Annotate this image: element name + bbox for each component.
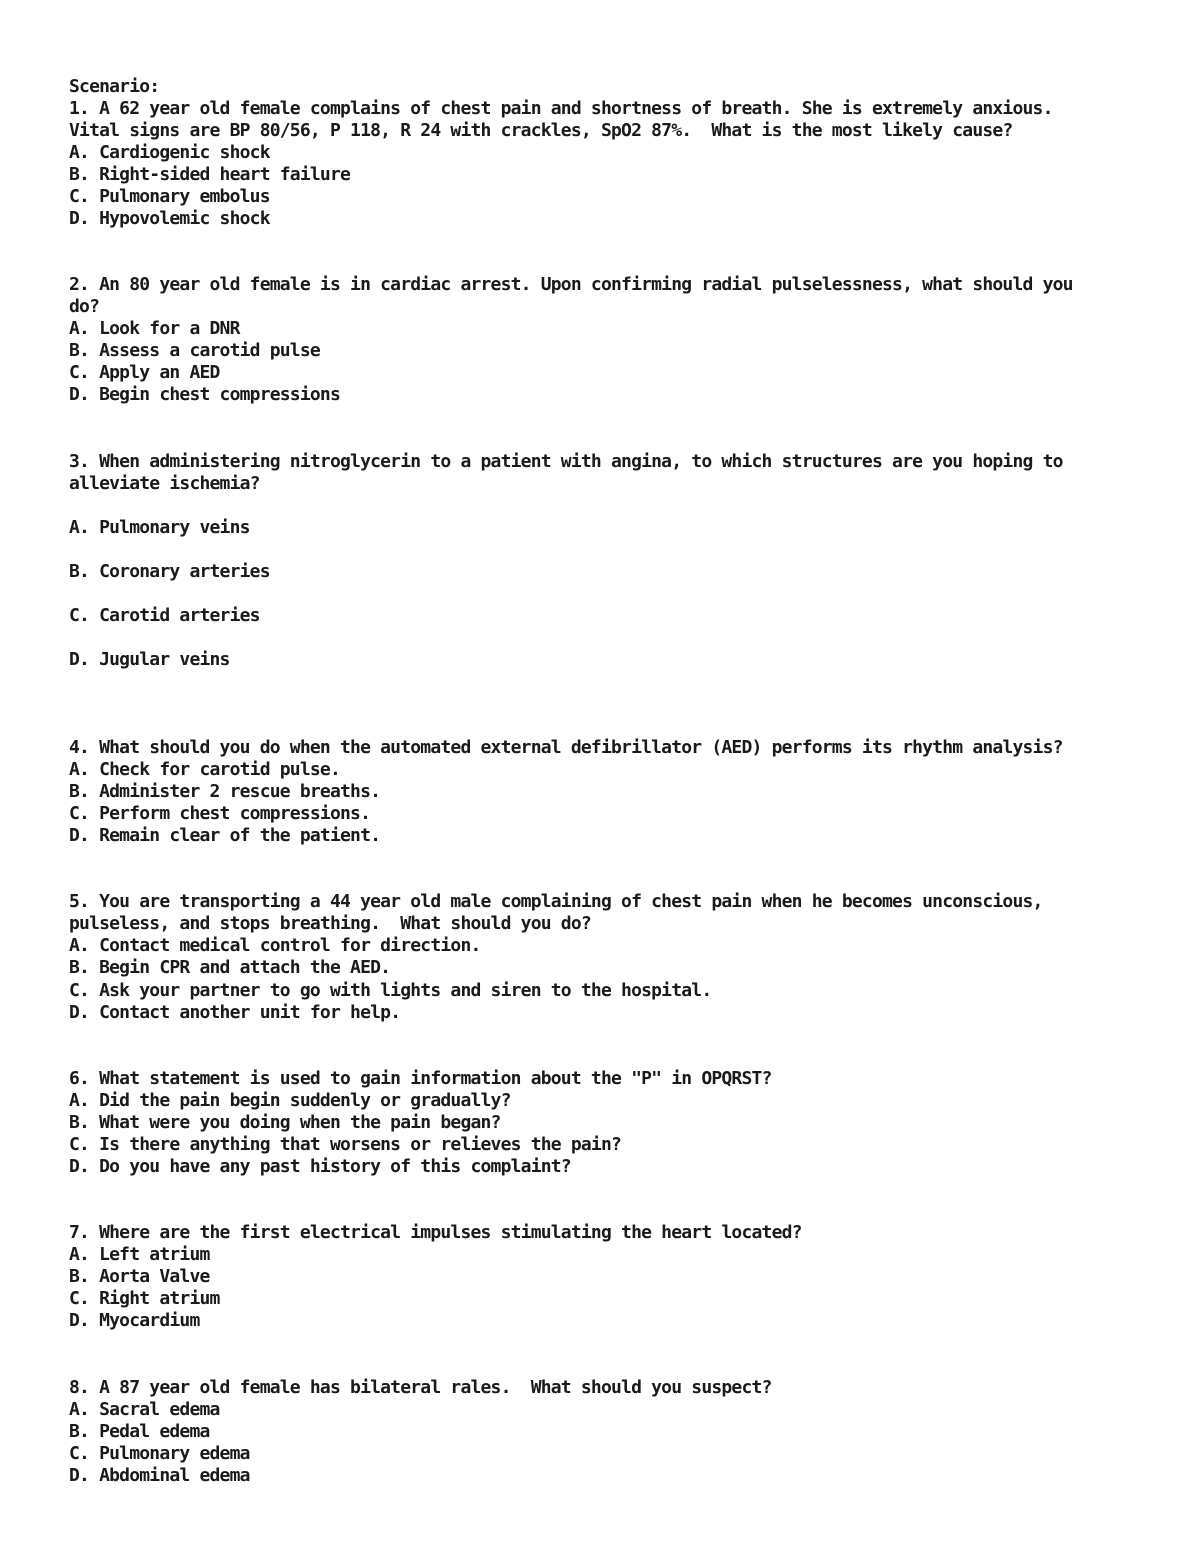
- question-7-option-a: A. Left atrium: [69, 1244, 210, 1265]
- question-3-option-d: D. Jugular veins: [69, 649, 230, 670]
- question-8-option-b: B. Pedal edema: [69, 1421, 210, 1442]
- question-5-stem-line-1: 5. You are transporting a 44 year old male complaining of chest pain when he becomes unconscious,: [69, 891, 1043, 912]
- question-1-option-b: B. Right-sided heart failure: [69, 164, 351, 185]
- question-1-option-d: D. Hypovolemic shock: [69, 208, 270, 229]
- question-6-option-c: C. Is there anything that worsens or relieves the pain?: [69, 1134, 622, 1155]
- question-4-stem-line-1: 4. What should you do when the automated external defibrillator (AED) performs its rhythm analysis?: [69, 737, 1063, 758]
- question-8-option-a: A. Sacral edema: [69, 1399, 220, 1420]
- question-8-option-c: C. Pulmonary edema: [69, 1443, 250, 1464]
- question-2-option-b: B. Assess a carotid pulse: [69, 340, 320, 361]
- question-3-stem-line-2: alleviate ischemia?: [69, 473, 260, 494]
- question-2-option-d: D. Begin chest compressions: [69, 384, 340, 405]
- question-7-option-b: B. Aorta Valve: [69, 1266, 210, 1287]
- question-4-option-d: D. Remain clear of the patient.: [69, 825, 381, 846]
- question-6-option-a: A. Did the pain begin suddenly or gradually?: [69, 1090, 511, 1111]
- question-2-option-c: C. Apply an AED: [69, 362, 220, 383]
- question-5-option-c: C. Ask your partner to go with lights and siren to the hospital.: [69, 980, 712, 1001]
- question-3-option-a: A. Pulmonary veins: [69, 517, 250, 538]
- question-1-stem-line-2: Vital signs are BP 80/56, P 118, R 24 with crackles, SpO2 87%. What is the most likely cause?: [69, 120, 1013, 141]
- question-6-option-b: B. What were you doing when the pain began?: [69, 1112, 501, 1133]
- question-3-option-b: B. Coronary arteries: [69, 561, 270, 582]
- question-6-stem-line-1: 6. What statement is used to gain information about the "P" in OPQRST?: [69, 1068, 772, 1089]
- question-7-stem-line-1: 7. Where are the first electrical impulses stimulating the heart located?: [69, 1222, 802, 1243]
- question-1-stem-line-1: 1. A 62 year old female complains of chest pain and shortness of breath. She is extremely anxious.: [69, 98, 1053, 119]
- question-4-option-a: A. Check for carotid pulse.: [69, 759, 340, 780]
- question-3-option-c: C. Carotid arteries: [69, 605, 260, 626]
- question-5-option-b: B. Begin CPR and attach the AED.: [69, 957, 391, 978]
- question-5-option-d: D. Contact another unit for help.: [69, 1002, 401, 1023]
- question-2-stem-line-2: do?: [69, 296, 100, 317]
- question-8-option-d: D. Abdominal edema: [69, 1465, 250, 1486]
- question-2-stem-line-1: 2. An 80 year old female is in cardiac arrest. Upon confirming radial pulselessness, what should you: [69, 274, 1073, 295]
- question-1-option-c: C. Pulmonary embolus: [69, 186, 270, 207]
- question-3-stem-line-1: 3. When administering nitroglycerin to a patient with angina, to which structures are you hoping to: [69, 451, 1063, 472]
- question-8-stem-line-1: 8. A 87 year old female has bilateral rales. What should you suspect?: [69, 1377, 772, 1398]
- question-4-option-c: C. Perform chest compressions.: [69, 803, 371, 824]
- question-7-option-d: D. Myocardium: [69, 1310, 200, 1331]
- question-6-option-d: D. Do you have any past history of this complaint?: [69, 1156, 571, 1177]
- question-1-option-a: A. Cardiogenic shock: [69, 142, 270, 163]
- question-2-option-a: A. Look for a DNR: [69, 318, 240, 339]
- question-5-stem-line-2: pulseless, and stops breathing. What should you do?: [69, 913, 591, 934]
- question-4-option-b: B. Administer 2 rescue breaths.: [69, 781, 381, 802]
- question-5-option-a: A. Contact medical control for direction.: [69, 935, 481, 956]
- scenario-heading: Scenario:: [69, 76, 160, 97]
- question-7-option-c: C. Right atrium: [69, 1288, 220, 1309]
